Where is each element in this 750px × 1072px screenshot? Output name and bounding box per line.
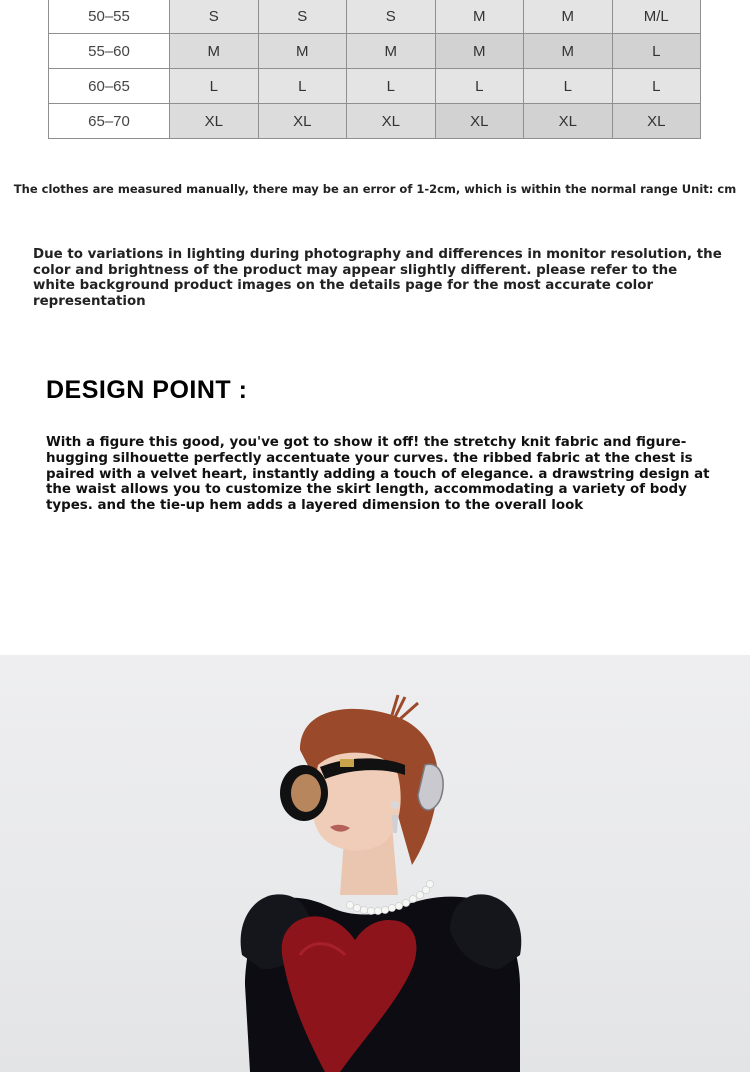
size-cell: XL bbox=[435, 104, 524, 139]
size-cell: M bbox=[524, 34, 613, 69]
earring-drop bbox=[392, 815, 398, 833]
size-cell: XL bbox=[170, 104, 259, 139]
earring-stud bbox=[391, 801, 399, 809]
size-cell: M bbox=[524, 0, 613, 34]
table-row bbox=[49, 69, 701, 104]
size-cell: S bbox=[347, 0, 436, 34]
size-cell: XL bbox=[258, 104, 347, 139]
size-cell: M bbox=[435, 0, 524, 34]
size-cell: M bbox=[170, 34, 259, 69]
weight-range: 65–70 bbox=[49, 104, 170, 139]
size-cell: L bbox=[347, 69, 436, 104]
size-cell: M bbox=[258, 34, 347, 69]
design-point-text: With a figure this good, you've got to show it off! the stretchy knit fabric and figure-hugging silhouette perfectly accentuate your curves. the ribbed fabric at the chest is paired with a velvet heart, instantly adding a touch of elegance. a drawstring design at the waist allows you to customize the skirt length, accommodating a variety of body types. and the tie-up hem adds a layered dimension to the overall look bbox=[46, 435, 710, 514]
weight-range: 50–55 bbox=[49, 0, 170, 34]
size-cell: XL bbox=[524, 104, 613, 139]
size-cell: S bbox=[170, 0, 259, 34]
size-cell: M bbox=[347, 34, 436, 69]
table-row bbox=[49, 0, 701, 34]
measurement-note: The clothes are measured manually, there may be an error of 1-2cm, which is within the normal range Unit: cm bbox=[13, 182, 737, 196]
weight-range: 60–65 bbox=[49, 69, 170, 104]
size-table bbox=[48, 0, 701, 139]
size-cell: L bbox=[612, 34, 701, 69]
model-illustration bbox=[0, 655, 750, 1072]
sunglasses-left-lens bbox=[291, 774, 321, 812]
color-disclaimer: Due to variations in lighting during photography and differences in monitor resolution, the color and brightness of the product may appear slightly different. please refer to the white background product images on the details page for the most accurate color representation bbox=[33, 247, 722, 309]
design-point-title: DESIGN POINT : bbox=[46, 376, 248, 404]
size-cell: S bbox=[258, 0, 347, 34]
size-cell: L bbox=[435, 69, 524, 104]
table-row bbox=[49, 104, 701, 139]
size-cell: M bbox=[435, 34, 524, 69]
size-cell: XL bbox=[612, 104, 701, 139]
size-cell: L bbox=[258, 69, 347, 104]
table-row bbox=[49, 34, 701, 69]
size-cell: L bbox=[612, 69, 701, 104]
weight-range: 55–60 bbox=[49, 34, 170, 69]
size-cell: L bbox=[170, 69, 259, 104]
hair-strands bbox=[392, 695, 418, 719]
size-cell: XL bbox=[347, 104, 436, 139]
sunglasses-logo bbox=[340, 759, 354, 767]
size-cell: M/L bbox=[612, 0, 701, 34]
product-photo bbox=[0, 655, 750, 1072]
size-cell: L bbox=[524, 69, 613, 104]
